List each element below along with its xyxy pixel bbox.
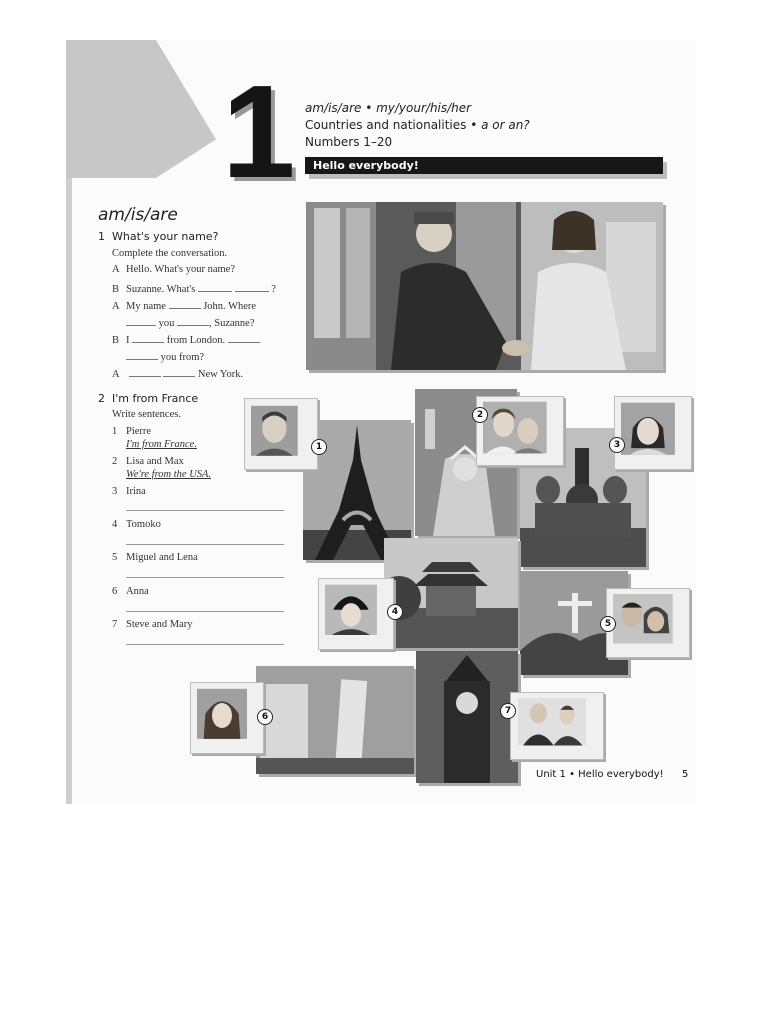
answer-blank[interactable] bbox=[126, 315, 156, 326]
answer-blank[interactable] bbox=[129, 366, 161, 377]
unit-arrow-graphic bbox=[66, 40, 226, 180]
answer-line[interactable] bbox=[126, 611, 284, 612]
list-item: 6 Anna bbox=[112, 586, 149, 597]
list-item: 7 Steve and Mary bbox=[112, 619, 193, 630]
dialogue-line: you , Suzanne? bbox=[126, 315, 254, 329]
dialogue-line: B I from London. bbox=[112, 332, 260, 346]
portrait-irina bbox=[614, 396, 692, 470]
japanese-temple-photo bbox=[384, 538, 518, 648]
photo-badge-5: 5 bbox=[600, 616, 616, 632]
topic-line-2-italic: a or an? bbox=[481, 118, 530, 132]
answer-line[interactable] bbox=[126, 577, 284, 578]
example-answer: We're from the USA. bbox=[126, 469, 212, 480]
topic-line-1: am/is/are • my/your/his/her bbox=[305, 101, 472, 115]
answer-blank[interactable] bbox=[169, 298, 201, 309]
leaning-tower-of-pisa-photo bbox=[256, 666, 414, 774]
portrait-tomoko bbox=[318, 578, 394, 650]
portrait-pierre bbox=[244, 398, 318, 470]
answer-blank[interactable] bbox=[163, 366, 195, 377]
dialogue-line: B Suzanne. What's ? bbox=[112, 281, 276, 295]
list-item: 4 Tomoko bbox=[112, 519, 161, 530]
unit-number: 1 bbox=[222, 58, 290, 205]
dialogue-line: A My name John. Where bbox=[112, 298, 256, 312]
photo-badge-6: 6 bbox=[257, 709, 273, 725]
answer-blank[interactable] bbox=[198, 281, 232, 292]
photo-badge-1: 1 bbox=[311, 439, 327, 455]
list-item: 3 Irina bbox=[112, 486, 146, 497]
section-title: am/is/are bbox=[98, 205, 178, 225]
dialogue-line: A Hello. What's your name? bbox=[112, 264, 235, 275]
photo-badge-2: 2 bbox=[472, 407, 488, 423]
answer-blank[interactable] bbox=[132, 332, 164, 343]
answer-line[interactable] bbox=[126, 544, 284, 545]
footer-unit-label: Unit 1 • Hello everybody! bbox=[536, 769, 664, 780]
list-item: 2 Lisa and Max bbox=[112, 456, 184, 467]
photo-badge-7: 7 bbox=[500, 703, 516, 719]
handshake-photo bbox=[306, 202, 663, 370]
topic-line-3: Numbers 1–20 bbox=[305, 135, 393, 149]
example-answer: I'm from France. bbox=[126, 439, 197, 450]
exercise-1-instruction: Complete the conversation. bbox=[112, 248, 228, 259]
answer-line[interactable] bbox=[126, 644, 284, 645]
dialogue-line: you from? bbox=[126, 349, 204, 363]
answer-blank[interactable] bbox=[177, 315, 209, 326]
exercise-2-heading: 2 I'm from France bbox=[98, 392, 199, 405]
page-number: 5 bbox=[682, 769, 689, 780]
portrait-steve-and-mary bbox=[510, 692, 604, 760]
list-item: 1 Pierre bbox=[112, 426, 152, 437]
list-item: 5 Miguel and Lena bbox=[112, 552, 198, 563]
photo-badge-4: 4 bbox=[387, 604, 403, 620]
portrait-lisa-and-max bbox=[476, 396, 564, 466]
answer-blank[interactable] bbox=[126, 349, 158, 360]
answer-line[interactable] bbox=[126, 510, 284, 511]
dialogue-line: A New York. bbox=[112, 366, 243, 380]
portrait-anna bbox=[190, 682, 264, 754]
exercise-2-instruction: Write sentences. bbox=[112, 409, 181, 420]
topic-line-2: Countries and nationalities • bbox=[305, 118, 482, 132]
unit-banner: Hello everybody! bbox=[305, 157, 663, 174]
answer-blank[interactable] bbox=[228, 332, 260, 343]
portrait-miguel-and-lena bbox=[606, 588, 690, 658]
answer-blank[interactable] bbox=[235, 281, 269, 292]
exercise-1-heading: 1 What's your name? bbox=[98, 230, 219, 243]
page-footer bbox=[536, 769, 688, 780]
photo-badge-3: 3 bbox=[609, 437, 625, 453]
unit-topics bbox=[305, 100, 530, 151]
